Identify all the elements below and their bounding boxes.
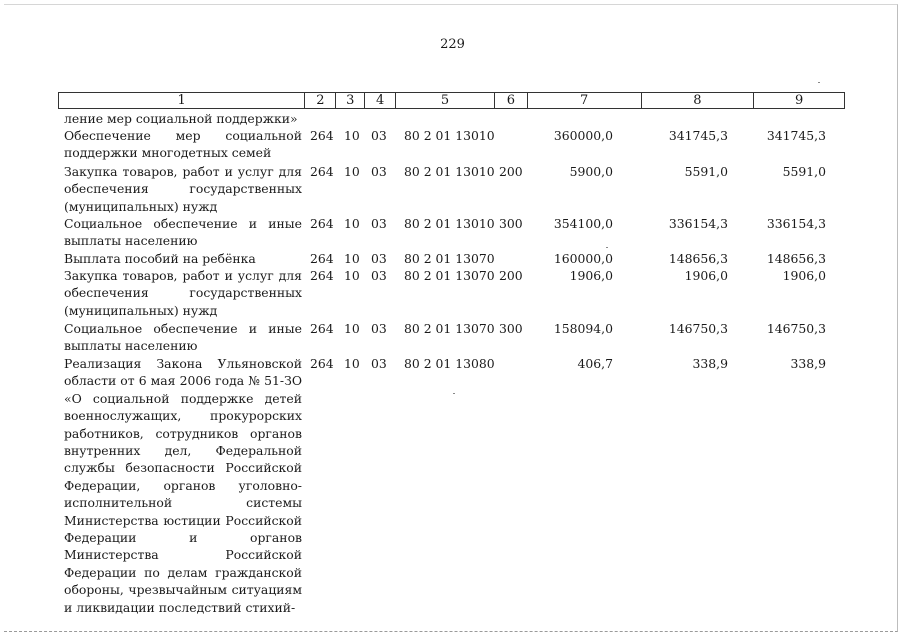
row-value-9: 5591,0 bbox=[782, 164, 826, 179]
row-value-7: 1906,0 bbox=[569, 268, 613, 283]
row-target-code: 80 2 01 13070 bbox=[404, 268, 495, 283]
row-admin-code: 264 bbox=[310, 356, 334, 371]
row-section: 10 bbox=[344, 128, 360, 143]
row-value-7: 160000,0 bbox=[553, 251, 613, 266]
row-name: Закупка товаров, работ и услуг для обеспечения государственных (муниципальных) нужд bbox=[64, 268, 302, 318]
row-target-code: 80 2 01 13010 bbox=[404, 128, 495, 143]
row-value-9: 336154,3 bbox=[766, 216, 826, 231]
row-target-code: 80 2 01 13010 bbox=[404, 164, 495, 179]
row-subsection: 03 bbox=[371, 216, 387, 231]
row-value-8: 148656,3 bbox=[668, 251, 728, 266]
row-section: 10 bbox=[344, 321, 360, 336]
row-target-code: 80 2 01 13010 bbox=[404, 216, 495, 231]
row-value-7: 360000,0 bbox=[553, 128, 613, 143]
row-expense-type: 300 bbox=[499, 321, 523, 336]
row-admin-code: 264 bbox=[310, 128, 334, 143]
header-col-9: 9 bbox=[794, 93, 804, 108]
row-value-9: 341745,3 bbox=[766, 128, 826, 143]
row-subsection: 03 bbox=[371, 321, 387, 336]
row-admin-code: 264 bbox=[310, 216, 334, 231]
row-value-9: 338,9 bbox=[790, 356, 826, 371]
row-subsection: 03 bbox=[371, 356, 387, 371]
header-col-7: 7 bbox=[528, 93, 642, 108]
row-target-code: 80 2 01 13080 bbox=[404, 356, 495, 371]
row-subsection: 03 bbox=[371, 251, 387, 266]
continuation-text: ление мер социальной поддержки» bbox=[64, 111, 298, 126]
row-name: Социальное обеспечение и иные выплаты населению bbox=[64, 321, 302, 354]
header-col-3: 3 bbox=[336, 93, 365, 108]
row-value-8: 146750,3 bbox=[668, 321, 728, 336]
row-name: Социальное обеспечение и иные выплаты населению bbox=[64, 216, 302, 249]
row-admin-code: 264 bbox=[310, 321, 334, 336]
row-expense-type: 200 bbox=[499, 164, 523, 179]
row-target-code: 80 2 01 13070 bbox=[404, 251, 495, 266]
header-col-8: 8 bbox=[642, 93, 755, 108]
row-value-7: 354100,0 bbox=[553, 216, 613, 231]
scan-speck bbox=[606, 247, 608, 248]
row-value-7: 158094,0 bbox=[553, 321, 613, 336]
page-number: 229 bbox=[440, 37, 465, 52]
row-section: 10 bbox=[344, 251, 360, 266]
row-name: Выплата пособий на ребёнка bbox=[64, 251, 256, 266]
row-value-9: 148656,3 bbox=[766, 251, 826, 266]
header-col-1: 1 bbox=[59, 93, 305, 108]
row-subsection: 03 bbox=[371, 268, 387, 283]
row-expense-type: 300 bbox=[499, 216, 523, 231]
table-header bbox=[58, 92, 845, 109]
row-admin-code: 264 bbox=[310, 268, 334, 283]
row-subsection: 03 bbox=[371, 128, 387, 143]
row-value-8: 5591,0 bbox=[684, 164, 728, 179]
row-name: Реализация Закона Ульяновской области от 6 мая 2006 года № 51-ЗО «О социальной поддержке детей военнослужащих, прокурорских работников, сотрудников органов внутренних дел, Федеральной службы безопасности Российской Федерации, органов уголовно-исполнительной системы Министерства юстиции Российской Федерации и органов Министерства Российской Федерации по делам гражданской обороны, чрезвычайным ситуациям и ликвидации последствий стихий- bbox=[64, 356, 302, 615]
scan-speck bbox=[453, 393, 455, 394]
row-value-9: 1906,0 bbox=[782, 268, 826, 283]
row-admin-code: 264 bbox=[310, 164, 334, 179]
row-section: 10 bbox=[344, 356, 360, 371]
row-name: Закупка товаров, работ и услуг для обеспечения государственных (муниципальных) нужд bbox=[64, 164, 302, 214]
header-col-6: 6 bbox=[495, 93, 528, 108]
row-value-7: 406,7 bbox=[577, 356, 613, 371]
row-value-8: 338,9 bbox=[692, 356, 728, 371]
row-admin-code: 264 bbox=[310, 251, 334, 266]
row-name: Обеспечение мер социальной поддержки многодетных семей bbox=[64, 128, 302, 161]
header-col-2: 2 bbox=[305, 93, 336, 108]
row-value-8: 336154,3 bbox=[668, 216, 728, 231]
row-value-8: 341745,3 bbox=[668, 128, 728, 143]
row-value-8: 1906,0 bbox=[684, 268, 728, 283]
header-col-4: 4 bbox=[365, 93, 396, 108]
row-section: 10 bbox=[344, 216, 360, 231]
header-col-5: 5 bbox=[396, 93, 495, 108]
row-subsection: 03 bbox=[371, 164, 387, 179]
row-value-9: 146750,3 bbox=[766, 321, 826, 336]
scan-speck bbox=[818, 82, 820, 83]
row-section: 10 bbox=[344, 164, 360, 179]
row-value-7: 5900,0 bbox=[569, 164, 613, 179]
row-expense-type: 200 bbox=[499, 268, 523, 283]
row-section: 10 bbox=[344, 268, 360, 283]
row-target-code: 80 2 01 13070 bbox=[404, 321, 495, 336]
